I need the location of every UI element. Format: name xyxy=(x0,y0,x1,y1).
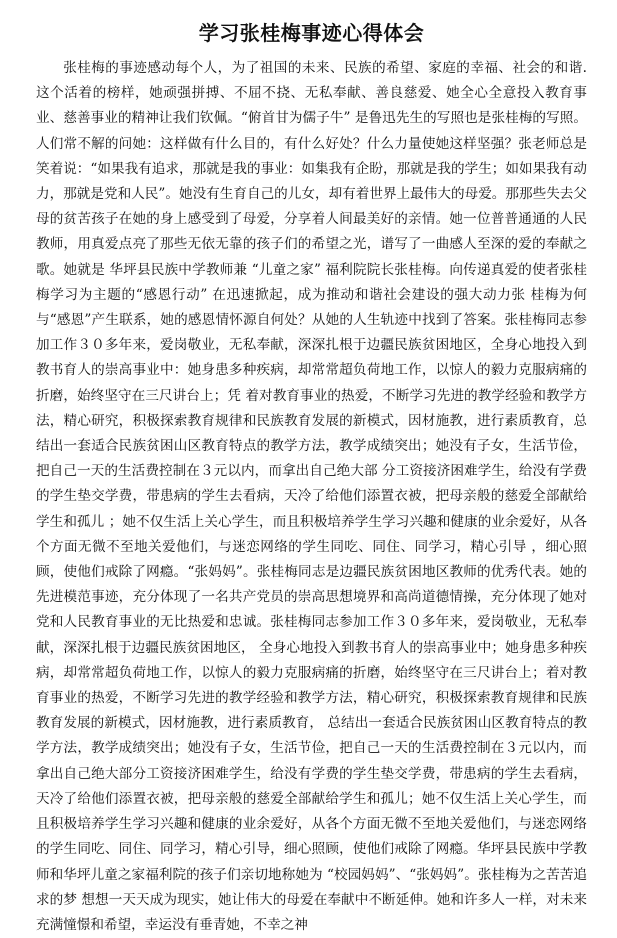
document-body: 张桂梅的事迹感动每个人，为了祖国的未来、民族的希望、家庭的幸福、社会的和谐. 这个活着的榜样，她顽强拼搏、不屈不挠、无私奉献、善良慈爱、她全心全意投入教育事业、慈善事业的精神让我们钦佩。“俯首甘为儒子牛” 是鲁迅先生的写照也是张桂梅的写照。人们常不解的问她：这样做有什么目的，有什么好处？什么力量使她这样坚强？张老师总是笑着说：“如果我有追求，那就是我的事业：如集我有企盼，那就是我的学生；如如果我有动力，那就是党和人民”。她没有生育自己的儿女，却有着世界上最伟大的母爱。那那些失去父母的贫苦孩子在她的身上感受到了母爱，分享着人间最美好的亲情。她一位普普通通的人民教师，用真爱点亮了那些无依无靠的孩子们的希望之光，谱写了一曲感人至深的爱的奉献之歌。她就是 华坪县民族中学教师兼 “儿童之家” 福利院院长张桂梅。向传递真爱的使者张桂梅学习为主题的“感恩行动” 在迅速掀起，成为推动和谐社会建设的强大动力张 桂梅为何与“感恩”产生联系，她的感恩情怀源自何处？从她的人生轨迹中找到了答案。张桂梅同志参加工作３０多年来，爱岗敬业，无私奉献，深深扎根于边疆民族贫困地区，全身心地投入到教书育人的崇高事业中：她身患多种疾病，却常常超负荷地工作，以惊人的毅力克服病痛的折磨，始终坚守在三尺讲台上；凭 着对教育事业的热爱，不断学习先进的教学经验和教学方法，精心研究，积极探索教育规律和民族教育发展的新模式，因材施教，进行素质教育，总结出一套适合民族贫困山区教育特点的教学方法，教学成绩突出；她没有子女，生活节俭，把自己一天的生活费控制在３元以内，而拿出自己绝大部 分工资接济困难学生，给没有学费的学生垫交学费，带患病的学生去看病，天冷了给他们添置衣被，把母亲般的慈爱全部献给学生和孤儿 ；她不仅生活上关心学生，而且积极培养学生学习兴趣和健康的业余爱好，从各个方面无微不至地关爱他们，与迷恋网络的学生同吃、同住、同学习，精心引导 ，细心照顾，使他们戒除了网瘾。“张妈妈”。张桂梅同志是边疆民族贫困地区教师的优秀代表。她的先进模范事迹，充分体现了一名共产党员的崇高思想境界和高尚道德情操，充分体现了她对党和人民教育事业的无比热爱和忠诚。张桂梅同志参加工作３０多年来，爱岗敬业，无私奉献，深深扎根于边疆民族贫困地区， 全身心地投入到教书育人的崇高事业中；她身患多种疾病，却常常超负荷地工作，以惊人的毅力克服病痛的折磨，始终坚守在三尺讲台上；着对教育事业的热爱，不断学习先进的教学经验和教学方法，精心研究，积极探索教育规律和民族教育发展的新模式，因材施教，进行素质教育， 总结出一套适合民族贫困山区教育特点的教学方法，教学成绩突出；她没有子女，生活节俭，把自己一天的生活费控制在３元以内，而拿出自己绝大部分工资接济困难学生，给没有学费的学生垫交学费，带患病的学生去看病，天冷了给他们添置衣被，把母亲般的慈爱全部献给学生和孤儿；她不仅生活上关心学生，而且积极培养学生学习兴趣和健康的业余爱好，从各个方面无微不至地关爱他们，与迷恋网络的学生同吃、同住、同学习，精心引导，细心照顾，使他们戒除了网瘾。华坪县民族中学教师和华坪儿童之家福利院的孩子们亲切地称她为 “校园妈妈”、“张妈妈”。张桂梅为之苦苦追求的梦 想想一天天成为现实，她让伟大的母爱在奉献中不断延伸。她和许多人一样，对未来充满憧憬和希望，幸运没有垂青她，不幸之神 xyxy=(36,60,587,933)
document-title: 学习张桂梅事迹心得体会 xyxy=(198,21,425,45)
